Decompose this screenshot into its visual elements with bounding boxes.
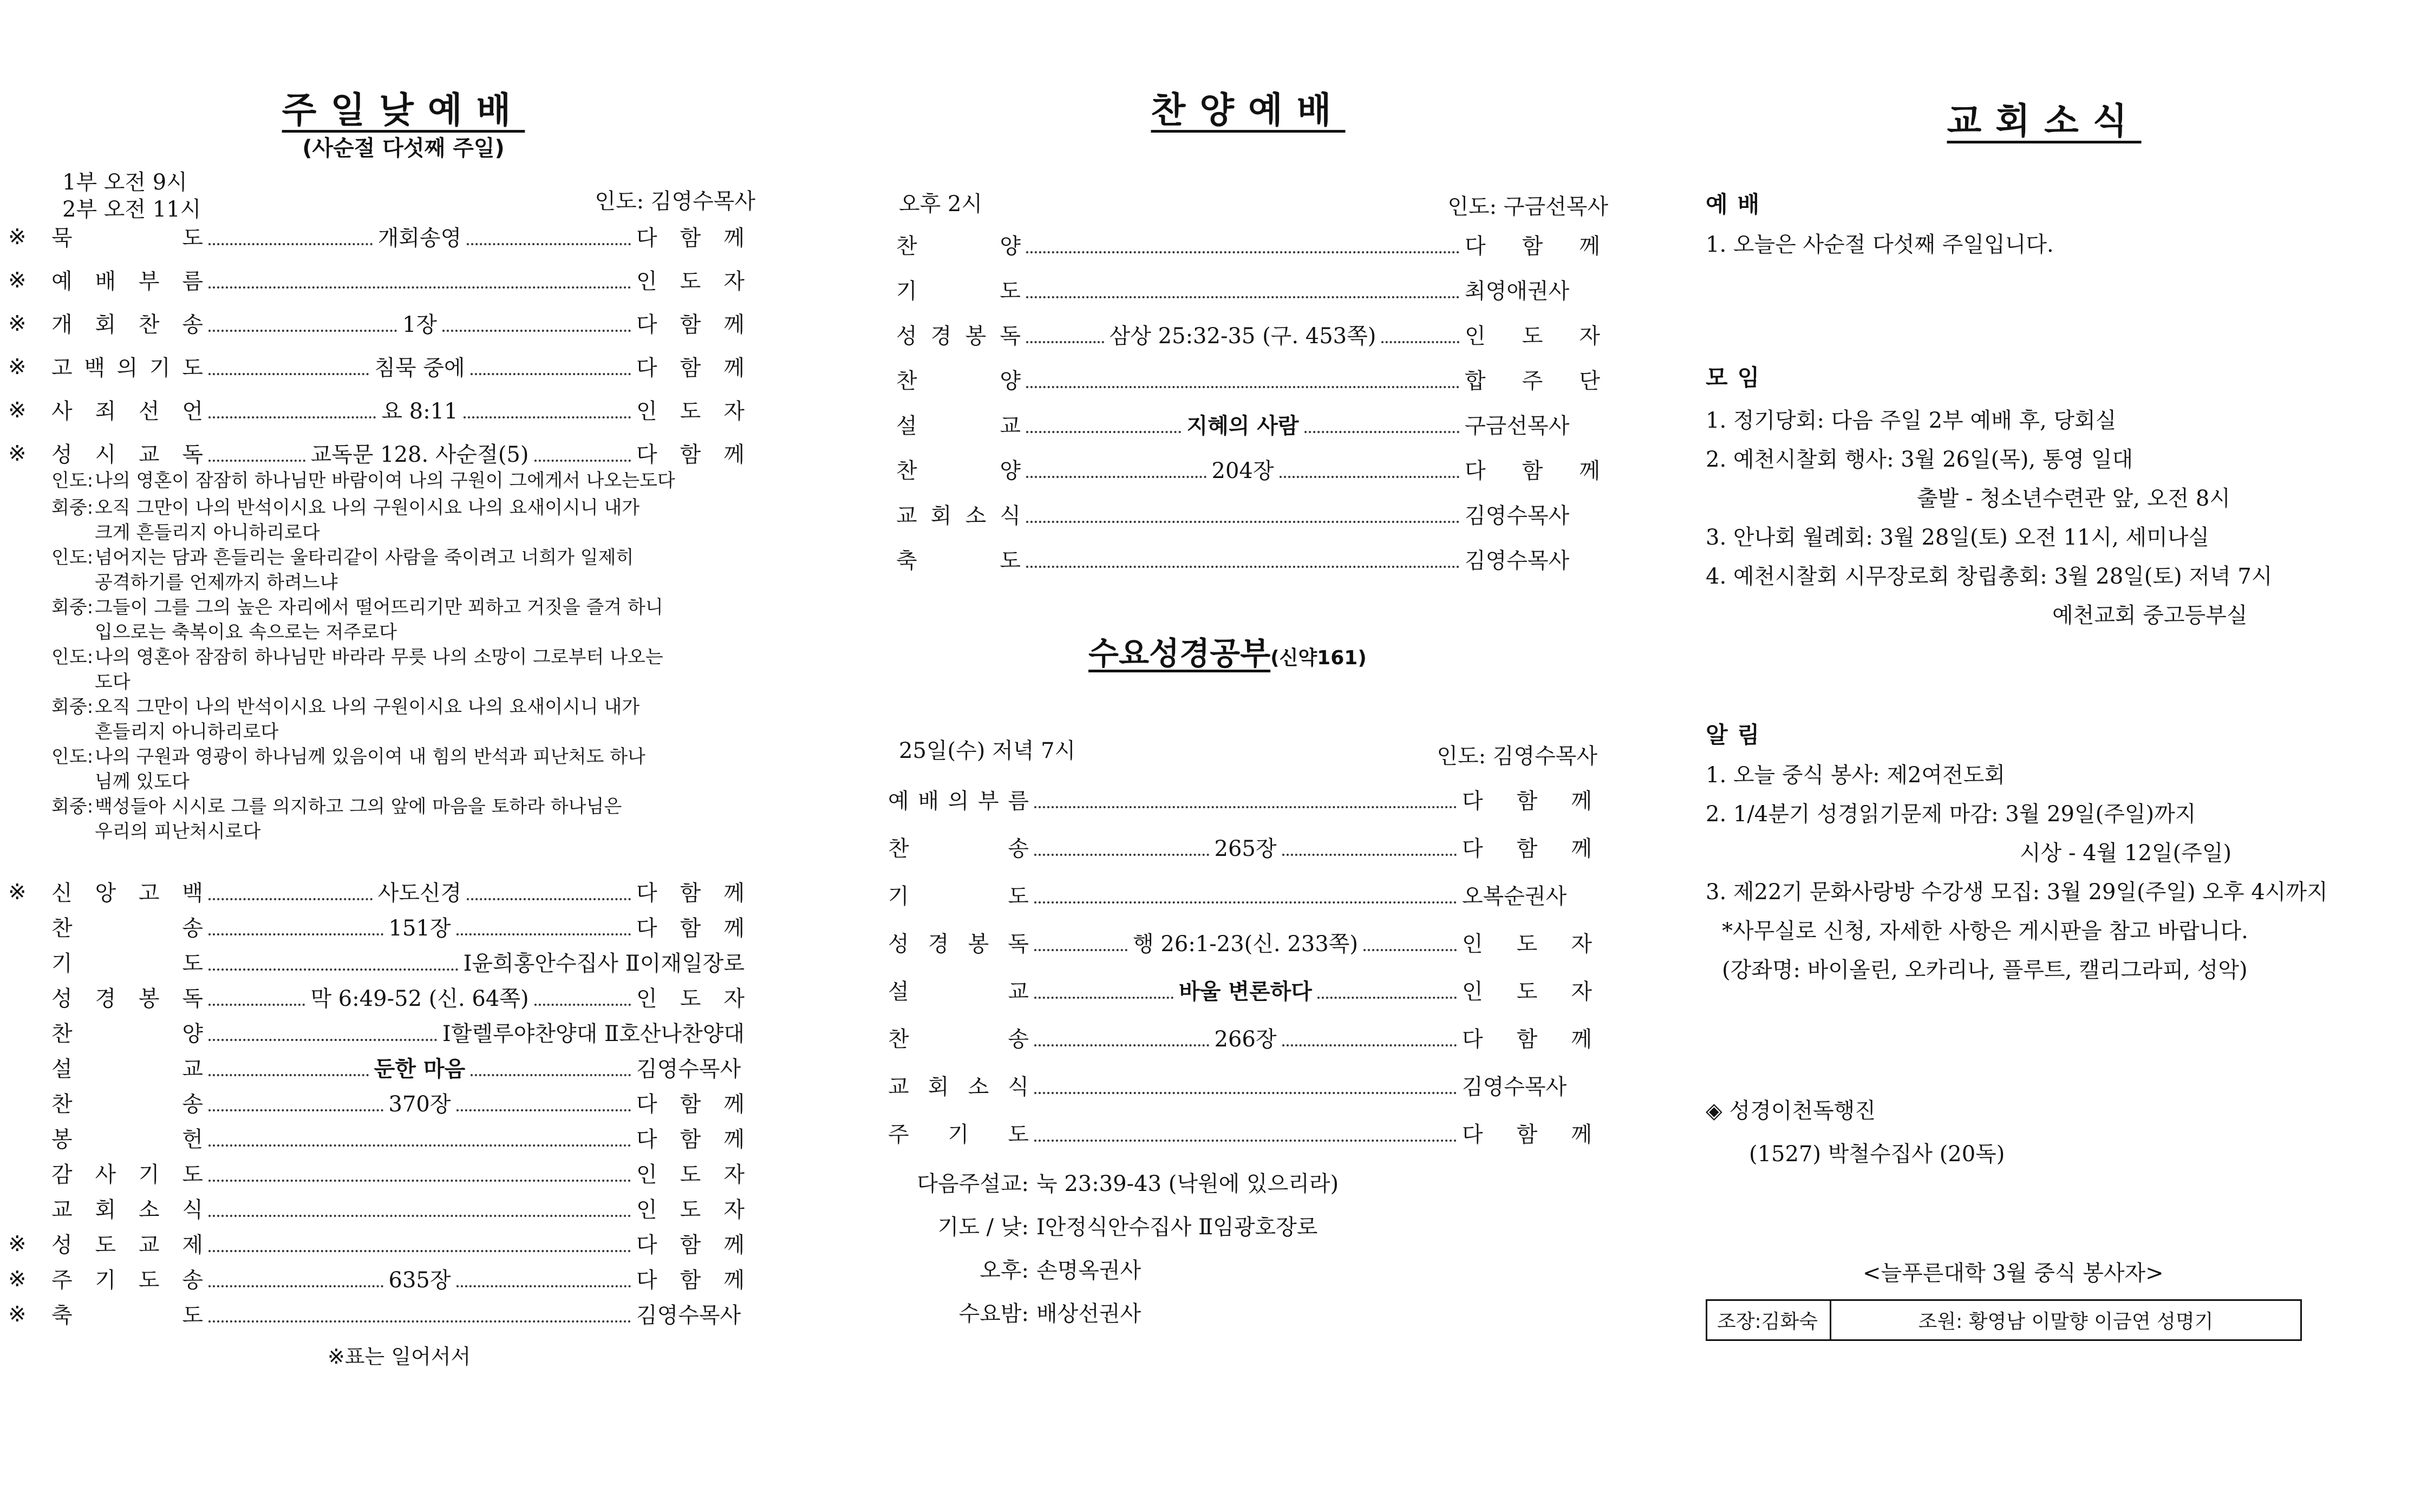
responsive-text: 나의 영혼이 잠잠히 하나님만 바람이여 나의 구원이 그에게서 나오는도다 — [95, 470, 675, 492]
praise-item-row — [896, 227, 1600, 260]
responsive-speaker: 인도: — [51, 646, 94, 668]
wednesday-item-person: 다 함 께 — [1462, 789, 1592, 814]
sunday-service-title: 주일낮예배 — [282, 89, 525, 131]
praise-item-row — [896, 317, 1600, 350]
wednesday-item-row — [888, 1020, 1592, 1053]
sunday-item-label: 묵 도 — [51, 226, 203, 251]
responsive-text-cont: 입으로는 축복이요 속으로는 저주로다 — [95, 621, 397, 643]
notice-news-line: 1. 오늘 중식 봉사: 제2여전도회 — [1706, 763, 2005, 788]
sunday-item2-row — [51, 980, 745, 1012]
sunday-item-label: 성 시 교 독 — [51, 442, 203, 467]
responsive-text-cont: 흔들리지 아니하리로다 — [95, 721, 279, 743]
meeting-news-line: 3. 안나회 월례회: 3월 28일(토) 오전 11시, 세미나실 — [1706, 525, 2210, 550]
sunday-item-person: 인 도 자 — [636, 269, 745, 294]
meeting-news-line: 1. 정기당회: 다음 주일 2부 예배 후, 당회실 — [1706, 408, 2117, 433]
praise-item-person: 김영수목사 — [1465, 548, 1570, 573]
sunday-item2-label: 찬 송 — [51, 916, 203, 941]
wednesday-item-row — [888, 1068, 1592, 1101]
sunday-item2-person: 다 함 께 — [636, 1127, 745, 1152]
sunday-item2-row — [8, 1297, 745, 1329]
wednesday-item-detail: 바울 변론하다 — [1179, 979, 1312, 1004]
standing-mark: ※ — [8, 268, 27, 293]
service-time-1: 1부 오전 9시 — [62, 170, 187, 195]
praise-item-label: 축 도 — [896, 548, 1021, 573]
responsive-text-cont: 우리의 피난처시로다 — [95, 821, 261, 842]
responsive-text-cont: 도다 — [95, 671, 130, 693]
sunday-item2-person: 인 도 자 — [636, 986, 745, 1011]
praise-item-label: 기 도 — [896, 279, 1021, 304]
sunday-item2-detail: 635장 — [388, 1268, 451, 1293]
wednesday-leader: 인도: 김영수목사 — [1437, 744, 1597, 769]
responsive-speaker: 회중: — [51, 696, 94, 718]
responsive-text-cont: 님께 있도다 — [95, 771, 190, 793]
wednesday-item-row — [888, 782, 1592, 815]
responsive-speaker: 인도: — [51, 547, 94, 568]
wednesday-item-row — [888, 973, 1592, 1005]
praise-item-label: 찬 양 — [896, 459, 1021, 483]
sunday-item-row — [8, 263, 745, 295]
next-week-label: 다음주설교: — [917, 1171, 1029, 1196]
responsive-line — [51, 744, 750, 794]
responsive-line — [51, 545, 750, 595]
sunday-item-detail: 교독문 128. 사순절(5) — [310, 442, 529, 467]
next-week-value: Ⅰ안정식안수집사 Ⅱ임광호장로 — [1036, 1215, 1318, 1240]
sunday-item-person: 다 함 께 — [636, 356, 745, 381]
responsive-speaker: 회중: — [51, 497, 94, 519]
next-week-value: 눅 23:39-43 (낙원에 있으리라) — [1036, 1171, 1339, 1196]
wednesday-item-label: 찬 송 — [888, 1027, 1029, 1052]
sunday-item2-detail: 151장 — [388, 916, 451, 941]
wednesday-time: 25일(수) 저녁 7시 — [899, 738, 1076, 763]
volunteer-table — [1706, 1299, 2302, 1341]
sunday-item2-label: 주 기 도 송 — [51, 1268, 203, 1293]
praise-item-row — [896, 362, 1600, 395]
praise-leader: 인도: 구금선목사 — [1447, 194, 1608, 219]
bible-reading-item: (1527) 박철수집사 (20독) — [1749, 1142, 2005, 1167]
sunday-item2-person: 다 함 께 — [636, 1268, 745, 1293]
praise-item-detail: 삼상 25:32-35 (구. 453쪽) — [1109, 324, 1376, 349]
sunday-item2-row — [51, 1191, 745, 1223]
notice-news-line: 2. 1/4분기 성경읽기문제 마감: 3월 29일(주일)까지 — [1706, 802, 2196, 827]
sunday-item2-row — [51, 1085, 745, 1118]
notice-news-line: 3. 제22기 문화사랑방 수강생 모집: 3월 29일(주일) 오후 4시까지 — [1706, 880, 2328, 905]
sunday-item2-row — [51, 1015, 745, 1048]
sunday-leader: 인도: 김영수목사 — [595, 189, 755, 214]
next-week-value: 손명옥권사 — [1036, 1258, 1141, 1283]
sunday-item2-label: 기 도 — [51, 951, 203, 976]
section-meeting: 모임 — [1706, 364, 1770, 391]
praise-item-label: 찬 양 — [896, 369, 1021, 394]
wednesday-item-row — [888, 1116, 1592, 1148]
responsive-speaker: 회중: — [51, 796, 94, 817]
volunteer-title: <늘푸른대학 3월 중식 봉사자> — [1863, 1261, 2164, 1286]
sunday-item-detail: 개회송영 — [377, 226, 462, 251]
sunday-item-detail: 1장 — [402, 312, 438, 337]
responsive-text: 백성들아 시시로 그를 의지하고 그의 앞에 마음을 토하라 하나님은 — [95, 796, 622, 817]
praise-item-label: 설 교 — [896, 414, 1021, 438]
sunday-item-person: 다 함 께 — [636, 312, 745, 337]
standing-mark: ※ — [8, 1302, 27, 1327]
sunday-item2-detail: Ⅰ할렐루야찬양대 Ⅱ호산나찬양대 — [442, 1022, 745, 1046]
sunday-item2-person: 김영수목사 — [636, 1057, 741, 1082]
notice-news-line: 시상 - 4월 12일(주일) — [2020, 841, 2232, 866]
responsive-text: 넘어지는 담과 흔들리는 울타리같이 사람을 죽이려고 너희가 일제히 — [95, 547, 634, 568]
sunday-item2-detail: 370장 — [388, 1092, 451, 1117]
praise-item-row — [896, 407, 1600, 440]
sunday-item2-label: 감 사 기 도 — [51, 1162, 203, 1187]
wednesday-item-label: 설 교 — [888, 979, 1029, 1004]
sunday-item-label: 개 회 찬 송 — [51, 312, 203, 337]
wednesday-item-detail: 266장 — [1214, 1027, 1277, 1052]
responsive-line — [51, 468, 750, 493]
wednesday-item-person: 오복순권사 — [1462, 884, 1567, 909]
praise-item-row — [896, 542, 1600, 574]
sunday-item2-detail: 사도신경 — [377, 881, 462, 906]
notice-news-line: *사무실로 신청, 자세한 사항은 게시판을 참고 바랍니다. — [1722, 919, 2248, 944]
sunday-item2-row — [51, 909, 745, 942]
responsive-text: 나의 구원과 영광이 하나님께 있음이여 내 힘의 반석과 피난처도 하나 — [95, 746, 645, 768]
sunday-item-person: 다 함 께 — [636, 442, 745, 467]
notice-news-line: (강좌명: 바이올린, 오카리나, 플루트, 캘리그라피, 성악) — [1722, 958, 2248, 983]
bible-reading-title: ◈ 성경이천독행진 — [1706, 1098, 1876, 1123]
sunday-item2-label: 찬 양 — [51, 1022, 203, 1046]
standing-mark: ※ — [8, 398, 27, 423]
standing-mark: ※ — [8, 1232, 27, 1256]
wednesday-item-label: 교 회 소 식 — [888, 1075, 1029, 1099]
next-week-value: 배상선권사 — [1036, 1301, 1141, 1326]
sunday-item2-person: 김영수목사 — [636, 1303, 741, 1328]
praise-item-person: 합 주 단 — [1465, 369, 1600, 394]
wednesday-item-person: 다 함 께 — [1462, 1027, 1592, 1052]
praise-item-label: 찬 양 — [896, 234, 1021, 259]
wednesday-item-person: 김영수목사 — [1462, 1075, 1567, 1099]
sunday-item2-row — [8, 1261, 745, 1294]
next-week-row — [888, 1253, 1141, 1284]
wednesday-item-row — [888, 925, 1592, 958]
bible-study-title: 수요성경공부(신약161) — [1088, 635, 1367, 672]
sunday-item-label: 고 백 의 기 도 — [51, 356, 203, 381]
meeting-news-line: 2. 예천시찰회 행사: 3월 26일(목), 통영 일대 — [1706, 447, 2133, 472]
responsive-text-cont: 크게 흔들리지 아니하리로다 — [95, 522, 320, 544]
responsive-speaker: 인도: — [51, 470, 94, 492]
praise-item-person: 인 도 자 — [1465, 324, 1600, 349]
section-worship: 예배 — [1706, 191, 1770, 218]
standing-footnote: ※표는 일어서서 — [328, 1345, 471, 1369]
next-week-row — [888, 1210, 1317, 1241]
wednesday-item-detail: 행 26:1-23(신. 233쪽) — [1133, 932, 1358, 957]
sunday-item2-label: 축 도 — [51, 1303, 203, 1328]
praise-item-person: 김영수목사 — [1465, 503, 1570, 528]
sunday-item2-person: 다 함 께 — [636, 916, 745, 941]
responsive-text: 나의 영혼아 잠잠히 하나님만 바라라 무릇 나의 소망이 그로부터 나오는 — [95, 646, 663, 668]
standing-mark: ※ — [8, 1267, 27, 1292]
sunday-item-row — [8, 306, 745, 338]
wednesday-item-label: 예 배 의 부 름 — [888, 789, 1029, 814]
wednesday-item-detail: 265장 — [1214, 836, 1277, 861]
sunday-item2-person: 인 도 자 — [636, 1162, 745, 1187]
praise-item-person: 다 함 께 — [1465, 459, 1600, 483]
next-week-label: 기도 / 낮: — [937, 1215, 1029, 1240]
sunday-item2-label: 성 경 봉 독 — [51, 986, 203, 1011]
responsive-text-cont: 공격하기를 언제까지 하려느냐 — [95, 572, 338, 593]
wednesday-item-label: 찬 송 — [888, 836, 1029, 861]
volunteer-members: 조원: 황영남 이말향 이금연 성명기 — [1831, 1300, 2301, 1340]
sunday-item2-row — [51, 945, 745, 977]
next-week-label: 수요밤: — [958, 1301, 1029, 1326]
sunday-item2-row — [8, 1226, 745, 1259]
church-news-title: 교회소식 — [1947, 100, 2142, 142]
sunday-item2-detail: 둔한 마음 — [374, 1057, 466, 1082]
responsive-line — [51, 645, 750, 695]
meeting-news-line: 출발 - 청소년수련관 앞, 오전 8시 — [1917, 486, 2230, 511]
sunday-item2-detail: Ⅰ윤희홍안수집사 Ⅱ이재일장로 — [463, 951, 745, 976]
sunday-item-detail: 요 8:11 — [381, 399, 458, 424]
responsive-text: 그들이 그를 그의 높은 자리에서 떨어뜨리기만 꾀하고 거짓을 즐겨 하니 — [95, 597, 663, 618]
wednesday-item-person: 인 도 자 — [1462, 932, 1592, 957]
sunday-service-subtitle: (사순절 다섯째 주일) — [302, 136, 505, 161]
praise-item-detail: 지혜의 사람 — [1186, 414, 1299, 438]
responsive-text: 오직 그만이 나의 반석이시요 나의 구원이시요 나의 요새이시니 내가 — [95, 497, 640, 519]
worship-news-line: 1. 오늘은 사순절 다섯째 주일입니다. — [1706, 232, 2054, 257]
wednesday-item-row — [888, 878, 1592, 910]
praise-item-row — [896, 452, 1600, 485]
praise-item-person: 최영애권사 — [1465, 279, 1570, 304]
responsive-line — [51, 595, 750, 645]
meeting-news-line: 예천교회 중고등부실 — [2052, 603, 2248, 628]
sunday-item-row — [8, 436, 745, 468]
next-week-row — [888, 1167, 1339, 1197]
sunday-item2-label: 교 회 소 식 — [51, 1197, 203, 1222]
standing-mark: ※ — [8, 225, 27, 250]
sunday-item2-row — [8, 874, 745, 907]
section-notice: 알림 — [1706, 722, 1770, 748]
praise-item-person: 구금선목사 — [1465, 414, 1570, 438]
sunday-item2-person: 인 도 자 — [636, 1197, 745, 1222]
sunday-item2-person: 다 함 께 — [636, 881, 745, 906]
praise-item-detail: 204장 — [1211, 459, 1274, 483]
volunteer-leader: 조장:김화숙 — [1707, 1300, 1831, 1340]
sunday-item2-person: 다 함 께 — [636, 1092, 745, 1117]
sunday-item2-row — [51, 1050, 745, 1083]
wednesday-item-person: 다 함 께 — [1462, 1122, 1592, 1147]
praise-item-person: 다 함 께 — [1465, 234, 1600, 259]
sunday-item-label: 사 죄 선 언 — [51, 399, 203, 424]
sunday-item-detail: 침묵 중에 — [374, 356, 465, 381]
responsive-speaker: 회중: — [51, 597, 94, 618]
praise-item-label: 교 회 소 식 — [896, 503, 1021, 528]
praise-item-row — [896, 497, 1600, 529]
service-time-2: 2부 오전 11시 — [62, 197, 201, 222]
praise-service-title: 찬양예배 — [1151, 89, 1346, 131]
sunday-item2-person: 다 함 께 — [636, 1233, 745, 1258]
praise-item-label: 성 경 봉 독 — [896, 324, 1021, 349]
standing-mark: ※ — [8, 311, 27, 336]
responsive-line — [51, 495, 750, 545]
responsive-speaker: 인도: — [51, 746, 94, 768]
sunday-item2-label: 성 도 교 제 — [51, 1233, 203, 1258]
sunday-item2-label: 찬 송 — [51, 1092, 203, 1117]
sunday-item2-detail: 막 6:49-52 (신. 64쪽) — [310, 986, 529, 1011]
sunday-item2-row — [51, 1156, 745, 1188]
next-week-row — [888, 1297, 1141, 1327]
responsive-text: 오직 그만이 나의 반석이시요 나의 구원이시요 나의 요새이시니 내가 — [95, 696, 640, 718]
standing-mark: ※ — [8, 880, 27, 905]
wednesday-item-label: 기 도 — [888, 884, 1029, 909]
sunday-item2-label: 봉 헌 — [51, 1127, 203, 1152]
praise-item-row — [896, 272, 1600, 305]
wednesday-item-person: 다 함 께 — [1462, 836, 1592, 861]
sunday-item2-label: 설 교 — [51, 1057, 203, 1082]
wednesday-item-row — [888, 830, 1592, 862]
standing-mark: ※ — [8, 355, 27, 379]
responsive-line — [51, 794, 750, 844]
meeting-news-line: 4. 예천시찰회 시무장로회 창립총회: 3월 28일(토) 저녁 7시 — [1706, 564, 2273, 589]
wednesday-item-label: 성 경 봉 독 — [888, 932, 1029, 957]
standing-mark: ※ — [8, 441, 27, 466]
next-week-label: 오후: — [980, 1258, 1029, 1283]
sunday-item-row — [8, 219, 745, 252]
responsive-line — [51, 695, 750, 744]
sunday-item-person: 다 함 께 — [636, 226, 745, 251]
sunday-item2-row — [51, 1121, 745, 1153]
sunday-item-person: 인 도 자 — [636, 399, 745, 424]
wednesday-item-person: 인 도 자 — [1462, 979, 1592, 1004]
praise-time: 오후 2시 — [899, 192, 983, 217]
sunday-item-label: 예 배 부 름 — [51, 269, 203, 294]
wednesday-item-label: 주 기 도 — [888, 1122, 1029, 1147]
sunday-item-row — [8, 392, 745, 425]
sunday-item-row — [8, 349, 745, 382]
sunday-item2-label: 신 앙 고 백 — [51, 881, 203, 906]
